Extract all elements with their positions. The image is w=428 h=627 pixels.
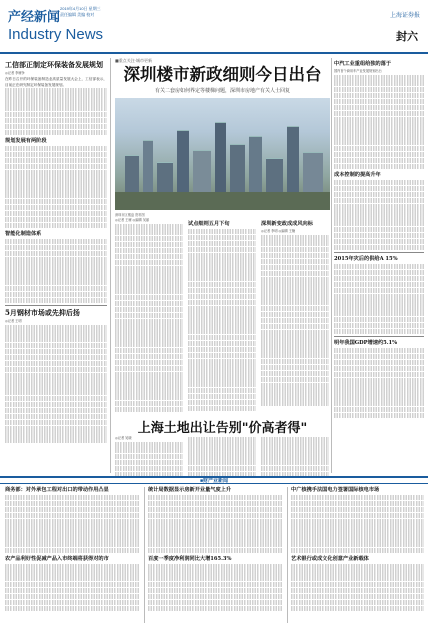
photo-caption: 深圳市区楼盘 资料图 [115,213,145,217]
section-band-label: ■财产业新闻 [199,478,229,484]
bottom-article-6-title: 艺术银行或成文化创意产业新载体 [291,556,369,563]
lead-kicker: ■重点关注·城市更新 [115,58,153,63]
left-article1-title: 工信部正制定环保装备发展规划 [5,60,103,69]
left-article1-lead: 在昨日召开的环保装备制造业高质量发展大会上，工信部表示，目前正在研究制定环保装备发展规划。 [5,77,107,87]
shanghai-body [115,436,330,474]
right-article3-title: 明年我国GDP增速约5.1% [334,340,398,347]
bottom-article-1-title: 商务部：对外承包工程对出口的带动作用凸显 [5,487,109,493]
middle-news-byline: ◎记者 李明 ◎编辑 王楠 [261,229,296,233]
shanghai-byline: ◎记者 吴晓 [115,436,132,440]
right-column [334,58,424,473]
city-skyline-photo [115,98,330,210]
left-article2-title: 5月钢材市场或先抑后扬 [5,308,80,318]
page-number: 封六 [396,30,418,43]
bottom-article-4-title: 农产品利好性促减产品入市终端将获得对的市 [5,556,109,563]
lead-byline: ◎记者 王雁 ◎编辑 吴丽 [115,218,150,222]
section-band [0,476,428,484]
bottom-article-2-title: 统计局数据显示房新开业量气度上升 [148,487,232,493]
shanghai-headline: 上海土地出让告别"价高者得" [137,421,308,436]
left-article2-byline: ◎记者 王明 [5,319,22,324]
editor-line: 责任编辑 美编 校对 [60,12,95,17]
bottom-article-3-title: 中广核携手法国电力签署国际核电市场 [291,487,380,493]
bottom-article-2 [148,487,283,623]
left-article1-byline: ◎记者 李雁争 [5,71,25,75]
left-column [5,58,107,473]
bottom-article-3 [291,487,424,623]
lead-headline: 深圳楼市新政细则今日出台 [123,65,322,84]
paper-name: 上海证券报 [389,12,420,19]
left-section1: 规划发展有两阶段 [5,138,47,145]
right-article1-title: 中汽工业重组给独的落于 [334,61,392,67]
middle-news-title: 深圳新变政成成风向标 [261,221,313,227]
date-line: 2019年4月10日 星期三 [60,6,101,11]
right-article1-subtitle: 国内首个商用车产业发展规划出台 [334,69,382,73]
lead-section: 试点细则五月下旬 [188,221,230,227]
lead-subtitle: 有关二套房如何界定等楼梯问题，深圳市房地产有关人士回复 [154,88,290,94]
lead-body [115,218,330,416]
masthead-english: Industry News [8,26,104,43]
lead-story [115,58,330,94]
issue-meta [60,6,101,18]
bottom-article-5-title: 百度一季度净利润同比大增165.3% [148,556,232,563]
left-section2: 智能化制造体系 [5,230,42,237]
masthead: 产经新闻 [8,10,61,25]
bottom-article-1 [5,487,140,623]
right-article2-title: 2015年灾后的供给A 15% [334,256,398,263]
right-section: 成本控制的提高升年 [334,171,381,178]
page-header [0,0,428,54]
